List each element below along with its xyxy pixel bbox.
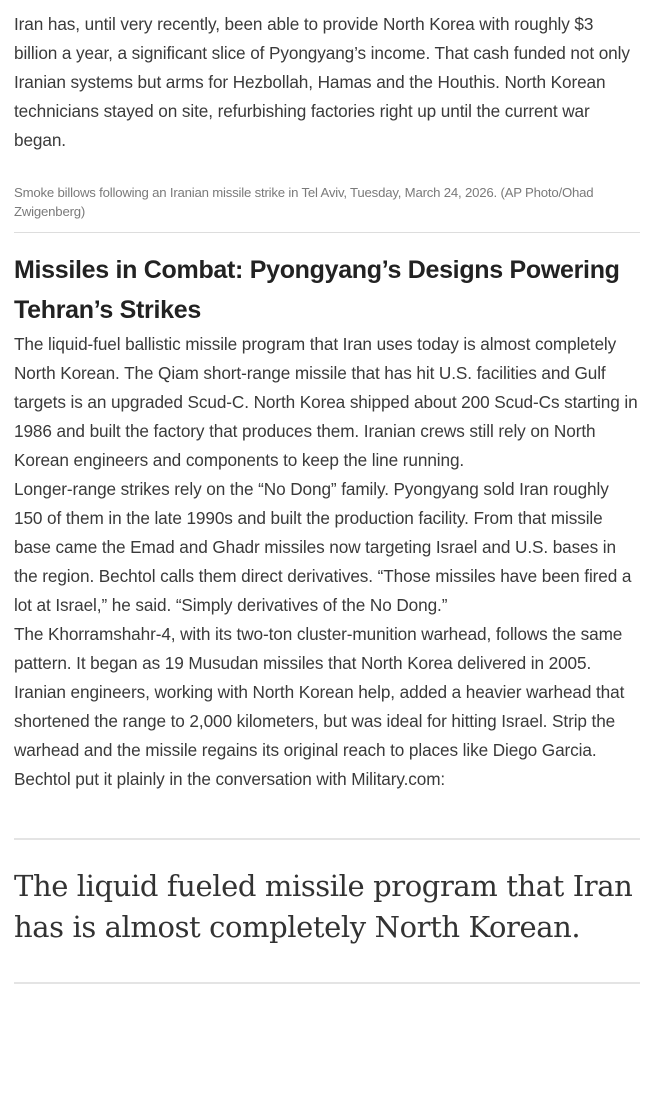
paragraph-bechtol: Bechtol put it plainly in the conversation with Military.com: <box>14 769 446 789</box>
pull-quote: The liquid fueled missile program that Iran has is almost completely North Korean. <box>14 869 633 944</box>
caption-divider <box>14 232 640 233</box>
pull-quote-top-rule <box>14 838 640 840</box>
paragraph-liquid-fuel: The liquid-fuel ballistic missile program that Iran uses today is almost completely North Korean. The Qiam short-range missile that has hit U.S. facilities and Gulf targets is an upgraded Scud-C. North Korea shipped about 200 Scud-Cs starting in 1986 and built the factory that produces them. Iranian crews still rely on North Korean engineers and components to keep the line running. <box>14 334 638 470</box>
pull-quote-bottom-rule <box>14 982 640 984</box>
article-body <box>14 10 640 984</box>
photo-caption: Smoke billows following an Iranian missile strike in Tel Aviv, Tuesday, March 24, 2026. (AP Photo/Ohad Zwigenberg) <box>14 185 594 219</box>
section-heading: Missiles in Combat: Pyongyang’s Designs Powering Tehran’s Strikes <box>14 256 620 324</box>
paragraph-no-dong: Longer-range strikes rely on the “No Dong” family. Pyongyang sold Iran roughly 150 of them in the late 1990s and built the production facility. From that missile base came the Emad and Ghadr missiles now targeting Israel and U.S. bases in the region. Bechtol calls them direct derivatives. “Those missiles have been fired a lot at Israel,” he said. “Simply derivatives of the No Dong.” <box>14 479 632 615</box>
paragraph-khorramshahr: The Khorramshahr-4, with its two-ton cluster-munition warhead, follows the same pattern. It began as 19 Musudan missiles that North Korea delivered in 2005. Iranian engineers, working with North Korean help, added a heavier warhead that shortened the range to 2,000 kilometers, but was ideal for hitting Israel. Strip the warhead and the missile regains its original reach to places like Diego Garcia. <box>14 624 625 760</box>
paragraph-intro: Iran has, until very recently, been able to provide North Korea with roughly $3 billion a year, a significant slice of Pyongyang’s income. That cash funded not only Iranian systems but arms for Hezbollah, Hamas and the Houthis. North Korean technicians stayed on site, refurbishing factories right up until the current war began. <box>14 14 630 150</box>
